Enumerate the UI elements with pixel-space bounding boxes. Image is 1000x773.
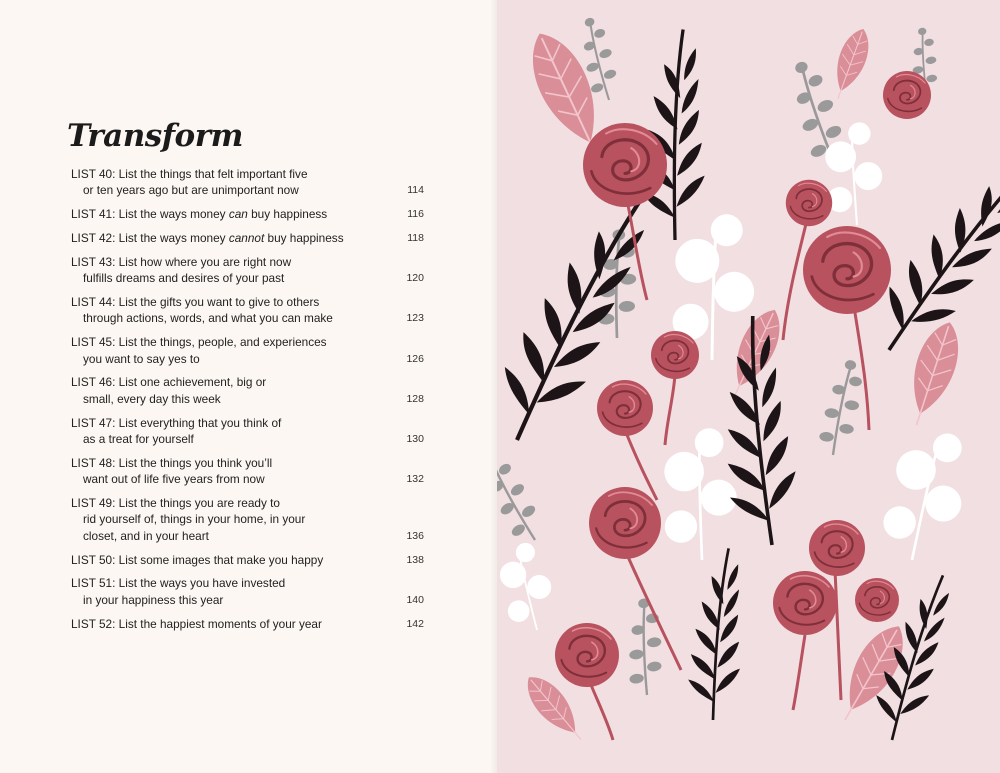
toc-text-part: buy happiness	[264, 231, 344, 245]
toc-entry-line: rid yourself of, things in your home, in your	[83, 512, 306, 527]
toc-entry-line: LIST 40: List the things that felt important five	[71, 167, 308, 181]
rose-flower	[773, 571, 837, 635]
toc-page-number: 142	[406, 617, 424, 630]
pink-leaf	[825, 24, 875, 103]
rose-flower	[786, 180, 832, 226]
table-of-contents	[71, 166, 426, 639]
toc-entry	[71, 495, 426, 544]
toc-entry-line: LIST 49: List the things you are ready to	[71, 496, 280, 511]
toc-entry-line: LIST 48: List the things you think you’ll	[71, 455, 273, 470]
rose-flower	[809, 520, 865, 576]
toc-entry-text	[71, 206, 376, 222]
emphasized-word: can	[228, 207, 248, 222]
toc-entry	[71, 575, 426, 608]
toc-page-number: 118	[407, 232, 424, 244]
toc-entry	[71, 374, 426, 407]
toc-entry	[71, 206, 426, 222]
toc-page-number: 128	[406, 392, 424, 405]
rose-flower	[803, 226, 891, 314]
pink-leaf	[898, 316, 968, 431]
white-sprig	[497, 539, 564, 637]
toc-entry	[71, 415, 426, 448]
toc-entry-line: LIST 46: List one achievement, big or	[71, 375, 267, 390]
toc-page-number: 126	[406, 352, 424, 365]
toc-entry-line: LIST 52: List the happiest moments of your year	[71, 616, 322, 631]
toc-entry	[71, 616, 426, 632]
rose-flower	[583, 123, 667, 207]
toc-page-number: 136	[406, 529, 424, 542]
rose-flower	[855, 578, 899, 622]
toc-entry-line: LIST 51: List the ways you have invested	[71, 576, 286, 591]
rose-flower	[597, 380, 653, 436]
toc-entry-line: fulfills dreams and desires of your past	[83, 271, 285, 286]
toc-entry-line: LIST 50: List some images that make you happy	[71, 552, 324, 567]
toc-entry-text	[71, 230, 376, 246]
black-fern	[684, 548, 744, 721]
white-sprig	[652, 426, 745, 565]
emphasized-word: cannot	[228, 231, 265, 245]
toc-entry	[71, 166, 426, 199]
toc-entry	[71, 294, 426, 327]
toc-entry-line: or ten years ago but are unimportant now	[83, 183, 299, 198]
toc-page-number: 123	[406, 312, 424, 325]
toc-text-part: buy happiness	[247, 207, 328, 222]
rose-flower	[555, 623, 619, 687]
toc-entry-line: LIST 45: List the things, people, and experiences	[71, 335, 327, 350]
toc-page-number: 114	[407, 184, 424, 197]
rose-flower	[589, 487, 661, 559]
grey-sprig	[497, 449, 553, 549]
toc-text-part: LIST 42: List the ways money	[71, 231, 229, 245]
section-title: Transform	[67, 118, 243, 154]
rose-flower	[651, 331, 699, 379]
toc-entry-line: small, every day this week	[83, 391, 221, 406]
toc-page-number: 130	[406, 433, 424, 446]
right-page	[497, 0, 1000, 773]
toc-entry	[71, 455, 426, 488]
toc-page-number: 138	[406, 553, 424, 566]
toc-entry	[71, 230, 426, 246]
toc-page-number: 120	[406, 272, 424, 285]
toc-entry	[71, 254, 426, 287]
toc-page-number: 116	[407, 208, 424, 221]
toc-entry	[71, 334, 426, 367]
toc-entry-line: want out of life five years from now	[83, 472, 265, 487]
toc-entry	[71, 552, 426, 568]
toc-text-part: LIST 41: List the ways money	[71, 207, 229, 222]
left-page	[0, 0, 497, 773]
botanical-illustration	[497, 0, 1000, 773]
toc-entry-line: LIST 44: List the gifts you want to give to others	[71, 295, 320, 309]
grey-sprig	[818, 358, 864, 457]
white-sprig	[880, 428, 969, 565]
toc-page-number: 132	[406, 473, 424, 486]
toc-entry-line: you want to say yes to	[83, 351, 200, 366]
toc-entry-line: in your happiness this year	[83, 592, 224, 607]
toc-entry-line: LIST 47: List everything that you think of	[71, 415, 282, 430]
rose-flower	[883, 71, 931, 119]
toc-entry-line: LIST 43: List how where you are right now	[71, 254, 292, 269]
toc-entry-line: as a treat for yourself	[83, 432, 194, 447]
toc-entry-line: closet, and in your heart	[83, 528, 209, 543]
grey-sprig	[619, 597, 670, 697]
toc-page-number: 140	[406, 593, 424, 606]
toc-entry-line: through actions, words, and what you can make	[83, 311, 333, 326]
